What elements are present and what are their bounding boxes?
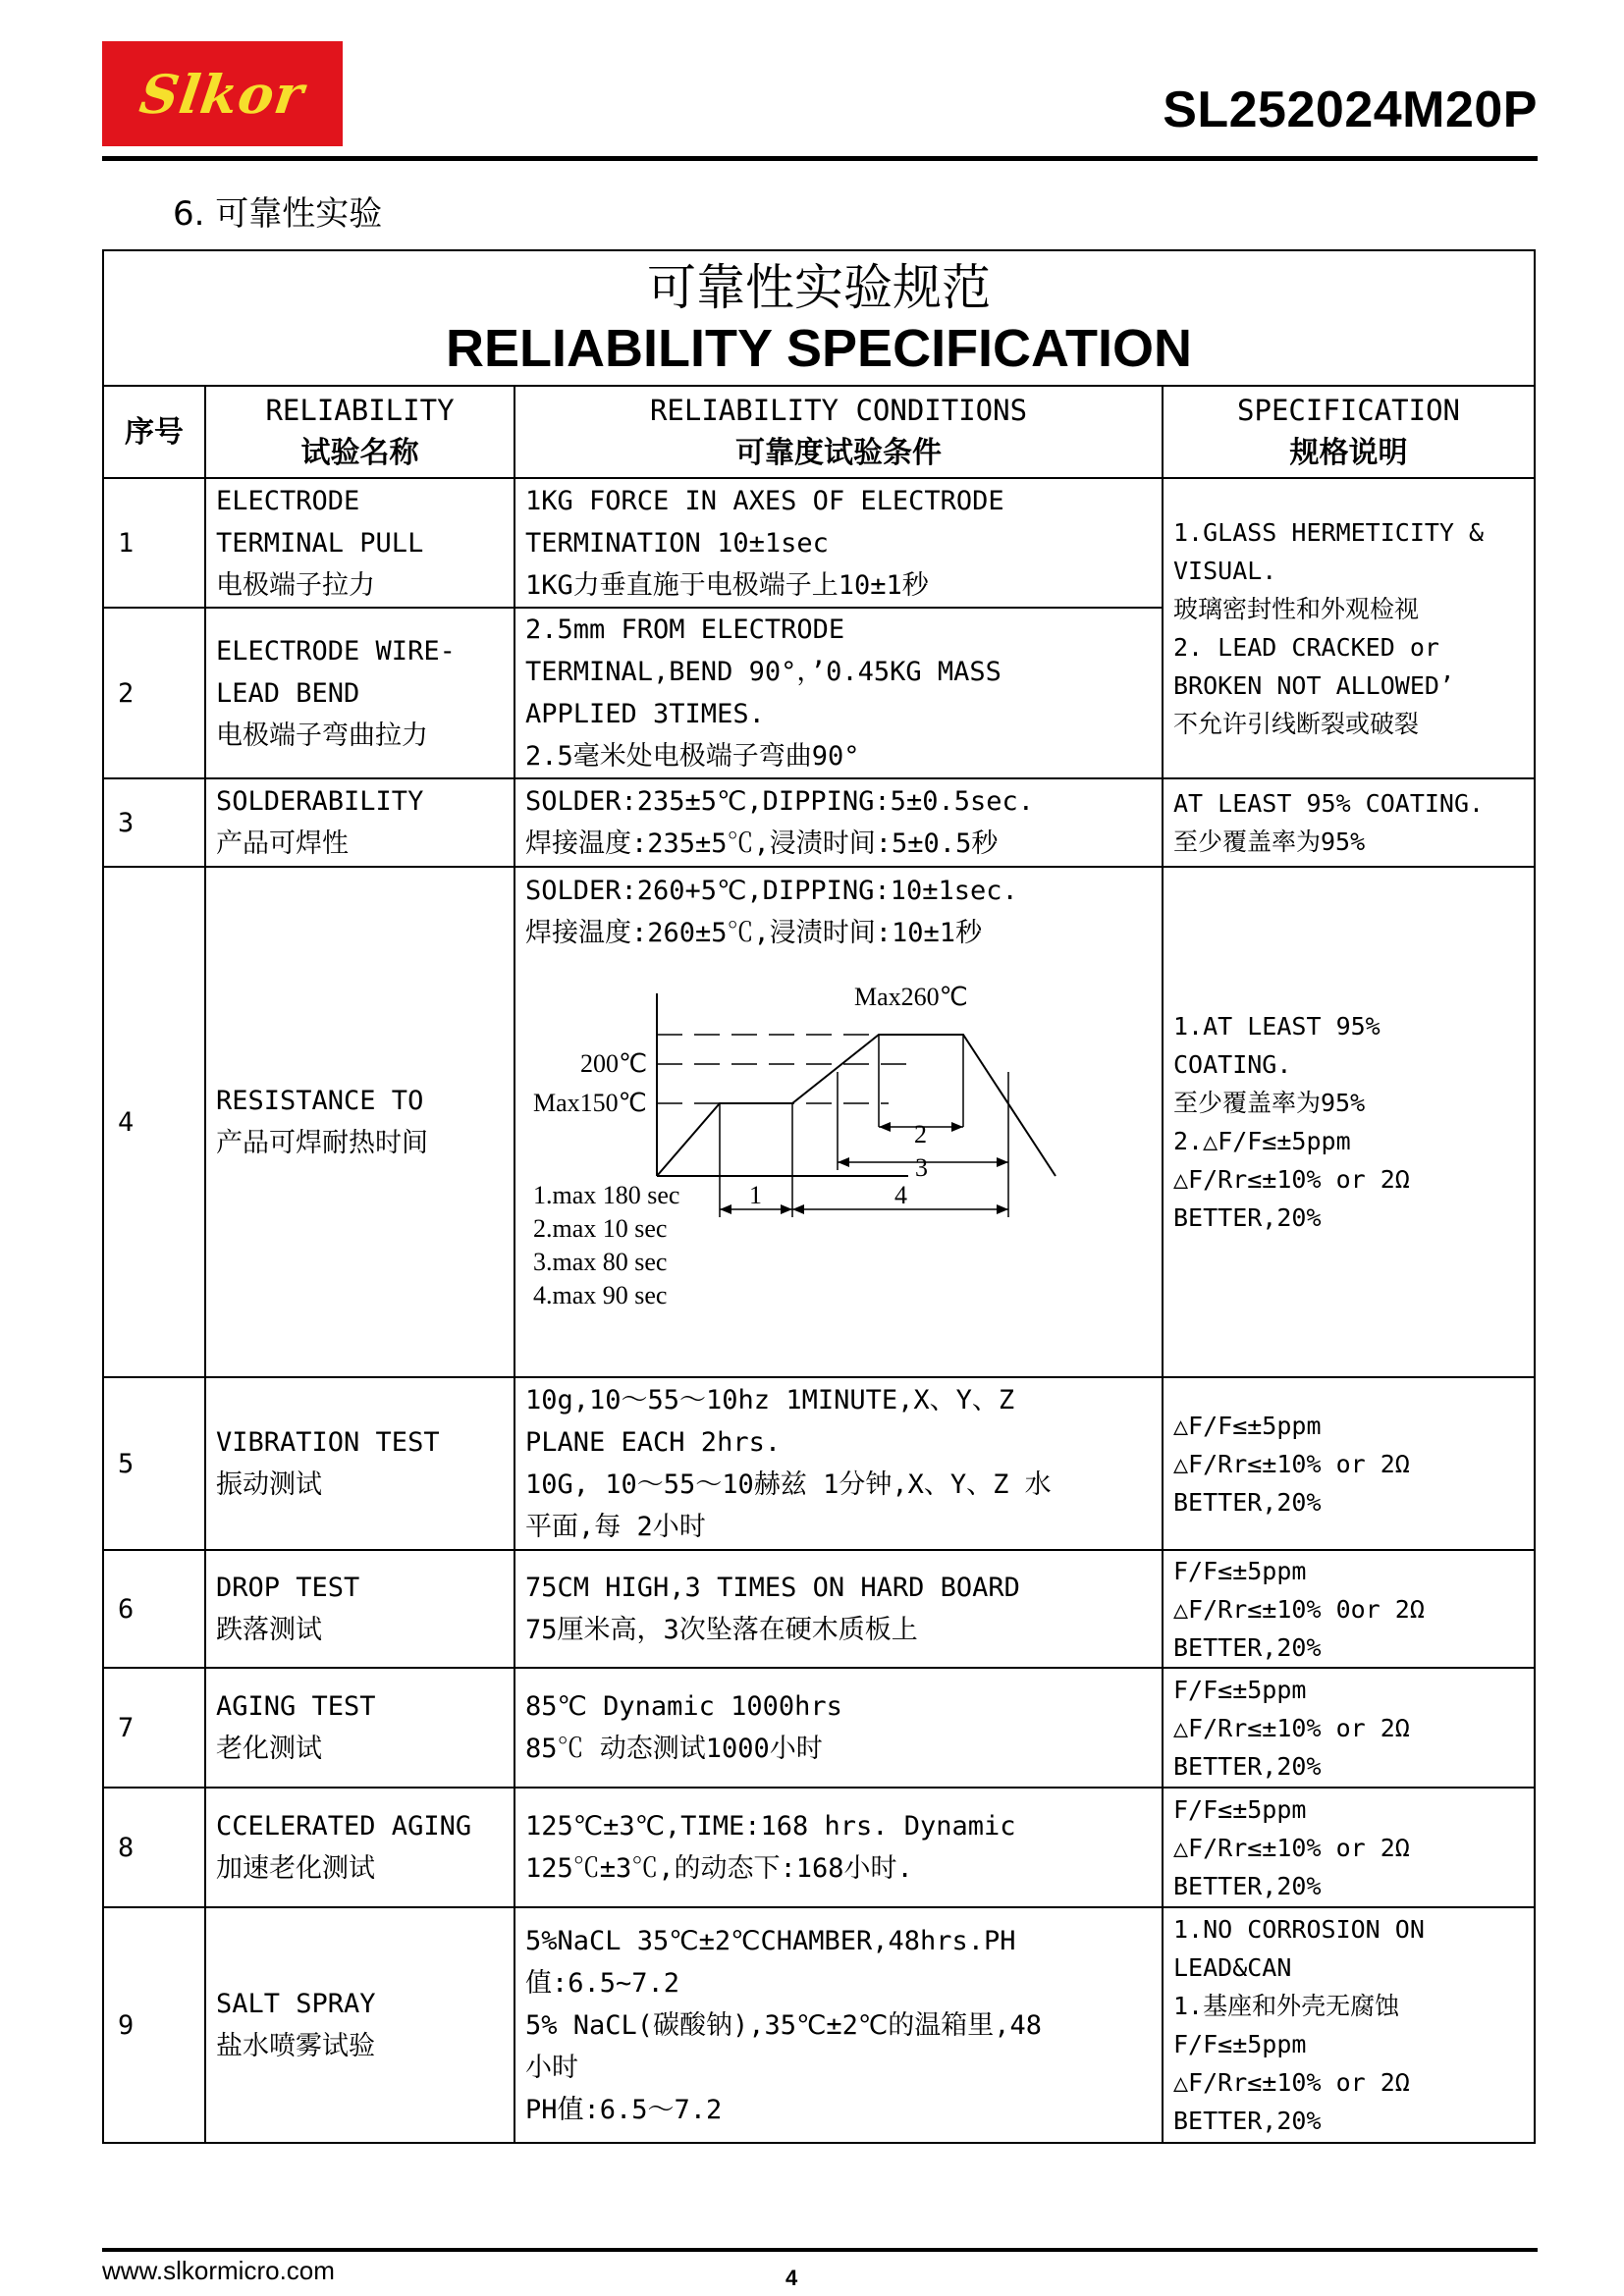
seg-label-3: 3 <box>915 1153 928 1182</box>
row-spec <box>1163 778 1535 867</box>
solder-profile-diagram <box>525 954 1124 1376</box>
row-item-line: 产品可焊耐热时间 <box>216 1128 428 1158</box>
arrow-head <box>951 1122 963 1132</box>
row-cond-line: TERMINATION 10±1sec <box>525 527 829 559</box>
footer-divider <box>102 2248 1538 2252</box>
row-spec-line: F/F≤±5ppm <box>1173 2030 1307 2058</box>
table-row <box>103 1377 1535 1550</box>
row-cond-line: 5% NaCL(碳酸钠),35℃±2℃的温箱里,48 <box>525 2009 1042 2041</box>
row-item-line: SALT SPRAY <box>216 1989 376 2019</box>
col-header-spec-en: SPECIFICATION <box>1237 394 1461 427</box>
seg-label-1: 1 <box>749 1181 762 1209</box>
col-header-spec <box>1163 386 1535 478</box>
row-cond-line: 小时 <box>525 2052 578 2083</box>
row-spec-line: F/F≤±5ppm <box>1173 1675 1307 1704</box>
table-row <box>103 778 1535 867</box>
row-cond-line: 10g,10～55～10hz 1MINUTE,X、Y、Z <box>525 1385 1015 1415</box>
row-cond-line: SOLDER:235±5℃,DIPPING:5±0.5sec. <box>525 786 1034 817</box>
label-max150: Max150℃ <box>533 1089 647 1117</box>
row-item-line: 盐水喷雾试验 <box>216 2031 375 2061</box>
row-cond-line: 85℃ Dynamic 1000hrs <box>525 1691 842 1722</box>
row-conditions <box>514 867 1163 1377</box>
row-spec <box>1163 1788 1535 1907</box>
row-cond-line: 85℃ 动态测试1000小时 <box>525 1734 823 1764</box>
row-spec-line: 2.△F/F≤±5ppm <box>1173 1127 1351 1155</box>
row-item-line: AGING TEST <box>216 1691 376 1722</box>
row-cond-line: 1KG FORCE IN AXES OF ELECTRODE <box>525 485 1004 516</box>
row-cond-line: 值:6.5~7.2 <box>525 1967 680 1999</box>
row-spec-line: △F/Rr≤±10% or 2Ω <box>1173 2068 1410 2097</box>
col-header-cond-en: RELIABILITY CONDITIONS <box>649 394 1028 427</box>
page-number: 4 <box>785 2266 798 2290</box>
row-no: 5 <box>103 1377 205 1550</box>
row-no: 9 <box>103 1907 205 2143</box>
row-spec-line: 1.NO CORROSION ON <box>1173 1915 1425 1944</box>
row-no: 7 <box>103 1668 205 1788</box>
row-item-line: 产品可焊性 <box>216 828 349 859</box>
row-spec-line: LEAD&CAN <box>1173 1953 1292 1982</box>
col-header-spec-zh: 规格说明 <box>1289 436 1408 470</box>
row-spec-line: △F/Rr≤±10% or 2Ω <box>1173 1165 1410 1194</box>
row-spec-line: F/F≤±5ppm <box>1173 1794 1307 1824</box>
legend-line-1: 1.max 180 sec <box>533 1181 680 1209</box>
row-spec-line: 至少覆盖率为95% <box>1173 1089 1366 1117</box>
label-max260: Max260℃ <box>854 983 968 1011</box>
arrow-head <box>879 1122 891 1132</box>
row-item-line: 老化测试 <box>216 1734 322 1764</box>
row-spec-line: 2. LEAD CRACKED or <box>1173 633 1439 662</box>
table-title <box>103 250 1535 386</box>
row-cond-line: 焊接温度:235±5℃,浸渍时间:5±0.5秒 <box>525 828 999 859</box>
row-item <box>205 778 514 867</box>
row-cond-line: 平面,每 2小时 <box>525 1512 706 1542</box>
row-spec-line: 1.GLASS HERMETICITY & <box>1173 518 1485 547</box>
row-spec-line: △F/Rr≤±10% or 2Ω <box>1173 1833 1410 1862</box>
label-200: 200℃ <box>580 1049 648 1078</box>
row-cond-line: PLANE EACH 2hrs. <box>525 1427 782 1458</box>
legend-line-2: 2.max 10 sec <box>533 1214 668 1243</box>
arrow-head <box>720 1204 731 1214</box>
row-conditions <box>514 1907 1163 2143</box>
row-no: 3 <box>103 778 205 867</box>
row-conditions <box>514 1668 1163 1788</box>
row-item-line: TERMINAL PULL <box>216 527 424 559</box>
col-header-item-en: RELIABILITY <box>265 394 455 427</box>
arrow-head <box>838 1157 849 1167</box>
reliability-table <box>102 249 1536 2144</box>
section-heading: 6. 可靠性实验 <box>173 194 383 234</box>
row-spec-line: △F/Rr≤±10% 0or 2Ω <box>1173 1594 1425 1624</box>
row-spec-line: 1.AT LEAST 95% <box>1173 1012 1380 1041</box>
row-spec <box>1163 478 1535 778</box>
row-cond-line: 10G, 10～55～10赫兹 1分钟,X、Y、Z 水 <box>525 1469 1052 1500</box>
row-spec <box>1163 867 1535 1377</box>
row-cond-line: 125℃±3℃,TIME:168 hrs. Dynamic <box>525 1811 1016 1842</box>
table-row <box>103 867 1535 1377</box>
row-conditions <box>514 608 1163 778</box>
row-cond-line: APPLIED 3TIMES. <box>525 699 765 729</box>
row-no: 8 <box>103 1788 205 1907</box>
row-spec-line: 不允许引线断裂或破裂 <box>1173 710 1420 738</box>
table-row <box>103 1788 1535 1907</box>
row-spec-line: △F/Rr≤±10% or 2Ω <box>1173 1449 1410 1478</box>
col-header-item-zh: 试验名称 <box>300 436 419 470</box>
row-item <box>205 867 514 1377</box>
row-cond-line: 2.5mm FROM ELECTRODE <box>525 614 845 645</box>
table-row <box>103 1907 1535 2143</box>
row-cond-line: 75厘米高，3次坠落在硬木质板上 <box>525 1615 918 1645</box>
col-header-no <box>103 386 205 478</box>
arrow-head <box>781 1204 792 1214</box>
row-item-line: VIBRATION TEST <box>216 1427 440 1458</box>
row-spec <box>1163 1907 1535 2143</box>
table-row <box>103 1668 1535 1788</box>
col-header-cond-zh: 可靠度试验条件 <box>735 436 942 470</box>
row-spec-line: VISUAL. <box>1173 557 1277 585</box>
row-spec-line: △F/F≤±5ppm <box>1173 1411 1322 1440</box>
brand-logo <box>102 41 343 146</box>
row-spec-line: 至少覆盖率为95% <box>1173 828 1366 856</box>
row-conditions <box>514 478 1163 608</box>
seg-label-4: 4 <box>894 1181 907 1209</box>
row-cond-line: 2.5毫米处电极端子弯曲90° <box>525 741 860 772</box>
seg-label-2: 2 <box>914 1120 927 1148</box>
row-spec-line: BETTER,20% <box>1173 2107 1322 2135</box>
row-no: 6 <box>103 1550 205 1668</box>
row-item-line: 电极端子弯曲拉力 <box>216 720 428 751</box>
row-conditions <box>514 1377 1163 1550</box>
row-cond-line: 75CM HIGH,3 TIMES ON HARD BOARD <box>525 1573 1020 1603</box>
row-spec-line: BETTER,20% <box>1173 1751 1322 1781</box>
row-spec <box>1163 1550 1535 1668</box>
row-conditions <box>514 1550 1163 1668</box>
row-item-line: DROP TEST <box>216 1573 360 1603</box>
row-item-line: 跌落测试 <box>216 1615 322 1645</box>
footer-url: www.slkormicro.com <box>102 2256 335 2285</box>
solder-profile-svg <box>525 954 1124 1366</box>
row-item-line: ELECTRODE WIRE- <box>216 635 456 667</box>
table-row <box>103 478 1535 608</box>
row-cond-line: SOLDER:260+5℃,DIPPING:10±1sec. <box>525 876 1018 906</box>
row-item <box>205 1550 514 1668</box>
row-item-line: ELECTRODE <box>216 485 360 516</box>
header-divider <box>102 156 1538 161</box>
col-header-no-label: 序号 <box>125 414 184 450</box>
row-no: 4 <box>103 867 205 1377</box>
row-item <box>205 1377 514 1550</box>
row-spec-line: BETTER,20% <box>1173 1871 1322 1900</box>
row-spec-line: BETTER,20% <box>1173 1487 1322 1517</box>
row-item-line: CCELERATED AGING <box>216 1811 472 1842</box>
legend-line-3: 3.max 80 sec <box>533 1248 668 1276</box>
brand-logo-text: Slkor <box>135 62 309 126</box>
row-item-line: 电极端子拉力 <box>216 569 375 601</box>
row-item <box>205 608 514 778</box>
part-number: SL252024M20P <box>1163 81 1538 138</box>
row-cond-line: 125℃±3℃,的动态下:168小时. <box>525 1853 913 1884</box>
row-spec <box>1163 1668 1535 1788</box>
row-item <box>205 478 514 608</box>
col-header-item <box>205 386 514 478</box>
row-conditions <box>514 778 1163 867</box>
table-title-en: RELIABILITY SPECIFICATION <box>446 319 1193 378</box>
row-item-line: RESISTANCE TO <box>216 1086 424 1116</box>
profile-curve <box>657 1035 1056 1176</box>
row-spec-line: △F/Rr≤±10% or 2Ω <box>1173 1713 1410 1742</box>
row-spec-line: BETTER,20% <box>1173 1632 1322 1662</box>
row-spec-line: 玻璃密封性和外观检视 <box>1173 595 1420 623</box>
row-spec-line: BROKEN NOT ALLOWED’ <box>1173 671 1454 700</box>
col-header-conditions <box>514 386 1163 478</box>
row-cond-line: 1KG力垂直施于电极端子上10±1秒 <box>525 569 929 601</box>
row-cond-line: 5%NaCL 35℃±2℃CHAMBER,48hrs.PH <box>525 1925 1016 1956</box>
row-item <box>205 1668 514 1788</box>
row-spec-line: COATING. <box>1173 1050 1292 1079</box>
row-cond-line: PH值:6.5～7.2 <box>525 2094 723 2125</box>
arrow-head <box>997 1204 1008 1214</box>
row-item <box>205 1788 514 1907</box>
arrow-head <box>997 1157 1008 1167</box>
row-item-line: SOLDERABILITY <box>216 786 424 817</box>
row-spec <box>1163 1377 1535 1550</box>
row-spec-line: AT LEAST 95% COATING. <box>1173 789 1485 818</box>
row-item-line: LEAD BEND <box>216 677 360 709</box>
arrow-head <box>792 1204 804 1214</box>
row-cond-line: TERMINAL,BEND 90°，’0.45KG MASS <box>525 657 1001 687</box>
row-spec-line: BETTER,20% <box>1173 1203 1322 1232</box>
row-spec-line: F/F≤±5ppm <box>1173 1556 1307 1585</box>
row-item-line: 振动测试 <box>216 1469 322 1500</box>
row-item <box>205 1907 514 2143</box>
legend-line-4: 4.max 90 sec <box>533 1281 668 1309</box>
row-spec-line: 1.基座和外壳无腐蚀 <box>1173 1992 1400 2020</box>
row-cond-line: 焊接温度:260±5℃,浸渍时间:10±1秒 <box>525 918 983 948</box>
row-conditions <box>514 1788 1163 1907</box>
row-no: 2 <box>103 608 205 778</box>
row-no: 1 <box>103 478 205 608</box>
table-row <box>103 1550 1535 1668</box>
row-item-line: 加速老化测试 <box>216 1853 375 1884</box>
table-title-zh: 可靠性实验规范 <box>647 259 992 316</box>
